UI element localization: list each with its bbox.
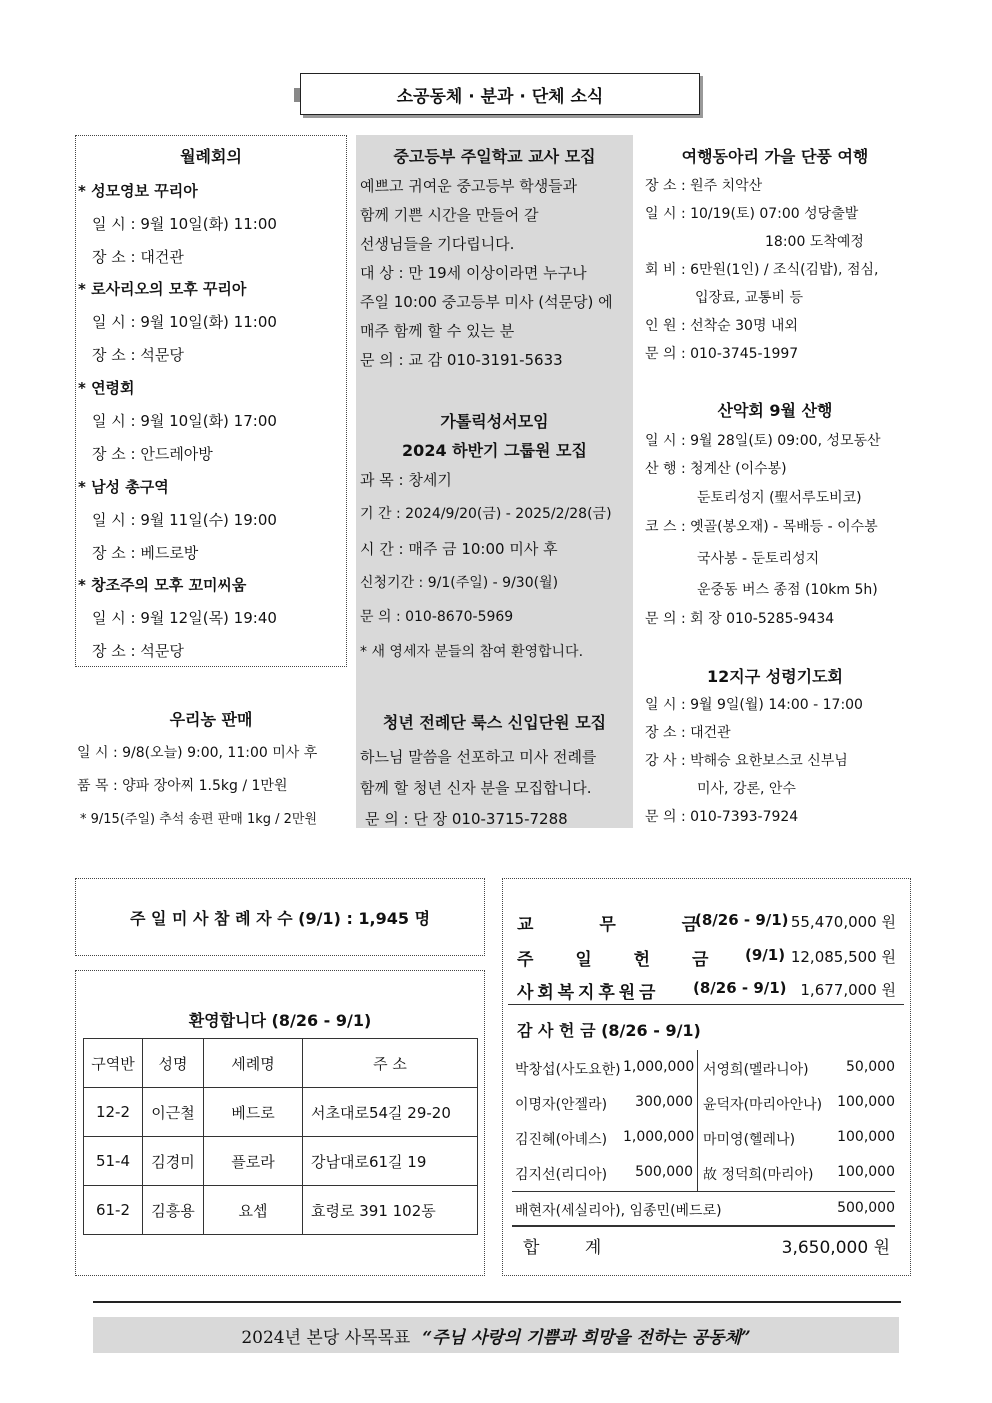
farm-line: * 9/15(주일) 추석 송편 판매 1kg / 2만원	[80, 812, 318, 827]
hiking-line: 둔토리성지 (聖서루도비코)	[697, 490, 862, 506]
attendance-box	[75, 878, 485, 956]
donor-amount: 1,000,000	[623, 1129, 695, 1145]
prayer-line: 일 시 : 9월 9일(월) 14:00 - 17:00	[645, 697, 863, 713]
group-time: 일 시 : 9월 12일(목) 19:40	[92, 609, 277, 627]
prayer-line: 장 소 : 대건관	[645, 725, 731, 741]
bible-title-2: 2024 하반기 그룹원 모집	[402, 441, 587, 460]
finance-label: 사 회 복 지 후 원 금	[517, 983, 655, 1003]
bible-title-1: 가톨릭성서모임	[440, 412, 549, 431]
group-time: 일 시 : 9월 11일(수) 19:00	[92, 511, 277, 529]
donor-name: 박창섭(사도요한)	[515, 1062, 621, 1078]
prayer-title: 12지구 성령기도회	[706, 667, 844, 686]
table-cell: 베드로	[204, 1088, 303, 1137]
bible-line: * 새 영세자 분들의 참여 환영합니다.	[360, 644, 584, 660]
footer-band	[93, 1317, 899, 1353]
donor-name: 김지선(리디아)	[515, 1167, 608, 1183]
footer-rule	[93, 1301, 901, 1303]
bible-line: 시 간 : 매주 금 10:00 미사 후	[360, 540, 558, 558]
section-header	[300, 73, 700, 115]
donor-amount: 500,000	[837, 1200, 895, 1216]
farm-title: 우리농 판매	[169, 710, 253, 729]
travel-line: 입장료, 교통비 등	[695, 290, 804, 306]
welcome-title: 환영합니다 (8/26 - 9/1)	[188, 1011, 372, 1030]
footer-prefix: 2024년 본당 사목목표	[241, 1327, 411, 1348]
table-cell: 요셉	[204, 1186, 303, 1235]
bible-line: 과 목 : 창세기	[360, 471, 452, 489]
prayer-line: 문 의 : 010-7393-7924	[645, 809, 799, 825]
teacher-line: 선생님들을 기다립니다.	[360, 235, 515, 253]
hiking-line: 코 스 : 옛골(봉오재) - 목배등 - 이수봉	[645, 519, 878, 535]
donor-amount: 100,000	[837, 1164, 895, 1180]
donation-divider	[697, 1050, 698, 1192]
col-header: 세례명	[204, 1039, 303, 1088]
group-name: * 로사리오의 모후 꾸리아	[78, 280, 247, 298]
hiking-line: 운중동 버스 종점 (10km 5h)	[697, 582, 878, 598]
table-cell: 플로라	[204, 1137, 303, 1186]
donor-amount: 100,000	[837, 1129, 895, 1145]
bible-line: 문 의 : 010-8670-5969	[360, 609, 514, 625]
welcome-table	[83, 1038, 478, 1235]
bible-line: 신청기간 : 9/1(주일) - 9/30(월)	[360, 575, 559, 591]
altar-line: 문 의 : 단 장 010-3715-7288	[365, 810, 568, 828]
group-name: * 연령회	[78, 379, 135, 397]
group-time: 일 시 : 9월 10일(화) 17:00	[92, 412, 277, 430]
footer-motto: “주님 사랑의 기쁨과 희망을 전하는 공동체”	[422, 1327, 751, 1348]
altar-title: 청년 전례단 룩스 신입단원 모집	[382, 713, 607, 732]
teacher-title: 중고등부 주일학교 교사 모집	[393, 147, 596, 166]
teacher-line: 매주 함께 할 수 있는 분	[360, 322, 515, 340]
monthly-title: 월례회의	[180, 147, 242, 166]
donor-name: 김진혜(아녜스)	[515, 1132, 608, 1148]
total-label: 합 계	[523, 1238, 622, 1258]
table-row	[84, 1186, 478, 1235]
farm-line: 일 시 : 9/8(오늘) 9:00, 11:00 미사 후	[77, 745, 318, 761]
bible-line: 기 간 : 2024/9/20(금) - 2025/2/28(금)	[360, 506, 612, 522]
table-cell: 이근철	[143, 1088, 204, 1137]
donor-amount: 1,000,000	[623, 1059, 695, 1075]
farm-line: 품 목 : 양파 장아찌 1.5kg / 1만원	[77, 778, 288, 794]
donor-name: 윤덕자(마리아안나)	[703, 1097, 823, 1113]
donation-divider	[512, 1225, 895, 1227]
donor-amount: 50,000	[846, 1059, 895, 1075]
donor-name: 故 정덕희(마리아)	[703, 1167, 814, 1183]
table-cell: 효령로 391 102동	[303, 1186, 478, 1235]
finance-label: 교 무 금	[517, 915, 729, 935]
col-header: 구역반	[84, 1039, 143, 1088]
hiking-line: 일 시 : 9월 28일(토) 09:00, 성모동산	[645, 433, 881, 449]
finance-period: (8/26 - 9/1)	[693, 979, 787, 997]
col-header: 성명	[143, 1039, 204, 1088]
donation-divider	[512, 1191, 895, 1192]
thanks-title: 감 사 헌 금 (8/26 - 9/1)	[517, 1021, 701, 1040]
hiking-line: 국사봉 - 둔토리성지	[697, 551, 820, 567]
hiking-line: 산 행 : 청계산 (이수봉)	[645, 461, 787, 477]
group-name: * 창조주의 모후 꼬미씨움	[78, 576, 247, 594]
group-time: 일 시 : 9월 10일(화) 11:00	[92, 313, 277, 331]
finance-label: 주 일 헌 금	[517, 950, 727, 970]
teacher-line: 예쁘고 귀여운 중고등부 학생들과	[360, 177, 578, 195]
prayer-line: 미사, 강론, 안수	[697, 781, 796, 797]
group-time: 일 시 : 9월 10일(화) 11:00	[92, 215, 277, 233]
hiking-title: 산악회 9월 산행	[717, 401, 833, 420]
table-cell: 61-2	[84, 1186, 143, 1235]
table-cell: 12-2	[84, 1088, 143, 1137]
teacher-line: 주일 10:00 중고등부 미사 (석문당) 에	[360, 293, 613, 311]
donor-amount: 500,000	[635, 1164, 693, 1180]
group-name: * 성모영보 꾸리아	[78, 182, 198, 200]
travel-line: 인 원 : 선착순 30명 내외	[645, 318, 798, 334]
finance-period: (9/1)	[745, 946, 786, 964]
donor-amount: 100,000	[837, 1094, 895, 1110]
group-place: 장 소 : 안드레아방	[92, 445, 213, 463]
attendance-text: 주 일 미 사 참 례 자 수 (9/1) : 1,945 명	[129, 908, 431, 928]
table-header-row	[84, 1039, 478, 1088]
table-cell: 김경미	[143, 1137, 204, 1186]
total-amount: 3,650,000 원	[781, 1238, 890, 1258]
finance-divider	[508, 1004, 904, 1005]
finance-amount: 12,085,500 원	[790, 948, 896, 966]
col-header: 주 소	[303, 1039, 478, 1088]
donor-name: 마미영(헬레나)	[703, 1132, 796, 1148]
group-place: 장 소 : 석문당	[92, 346, 184, 364]
travel-line: 문 의 : 010-3745-1997	[645, 346, 799, 362]
travel-line: 장 소 : 원주 치악산	[645, 178, 763, 194]
donor-name: 배현자(세실리아), 임종민(베드로)	[515, 1203, 722, 1219]
teacher-line: 문 의 : 교 감 010-3191-5633	[360, 351, 563, 369]
altar-line: 하느님 말씀을 선포하고 미사 전례를	[360, 748, 597, 766]
group-place: 장 소 : 대건관	[92, 248, 184, 266]
finance-amount: 1,677,000 원	[800, 981, 896, 999]
travel-line: 일 시 : 10/19(토) 07:00 성당출발	[645, 206, 859, 222]
travel-line: 회 비 : 6만원(1인) / 조식(김밥), 점심,	[645, 262, 879, 278]
table-cell: 김흥용	[143, 1186, 204, 1235]
finance-amount: 55,470,000 원	[790, 913, 896, 931]
table-row	[84, 1088, 478, 1137]
table-row	[84, 1137, 478, 1186]
donor-name: 서영희(멜라니아)	[703, 1062, 809, 1078]
group-place: 장 소 : 베드로방	[92, 544, 199, 562]
teacher-line: 대 상 : 만 19세 이상이라면 누구나	[360, 264, 587, 282]
table-cell: 강남대로61길 19	[303, 1137, 478, 1186]
hiking-line: 문 의 : 회 장 010-5285-9434	[645, 611, 835, 627]
table-cell: 서초대로54길 29-20	[303, 1088, 478, 1137]
teacher-line: 함께 기쁜 시간을 만들어 갈	[360, 206, 539, 224]
travel-line: 18:00 도착예정	[765, 234, 864, 250]
donor-amount: 300,000	[635, 1094, 693, 1110]
group-place: 장 소 : 석문당	[92, 642, 184, 660]
table-cell: 51-4	[84, 1137, 143, 1186]
travel-title: 여행동아리 가을 단풍 여행	[681, 147, 869, 166]
donor-name: 이명자(안젤라)	[515, 1097, 608, 1113]
prayer-line: 강 사 : 박해승 요한보스코 신부님	[645, 753, 848, 769]
group-name: * 남성 총구역	[78, 478, 169, 496]
section-title: 소공동체 · 분과 · 단체 소식	[396, 86, 604, 107]
finance-period: (8/26 - 9/1)	[695, 911, 789, 929]
altar-line: 함께 할 청년 신자 분을 모집합니다.	[360, 779, 592, 797]
